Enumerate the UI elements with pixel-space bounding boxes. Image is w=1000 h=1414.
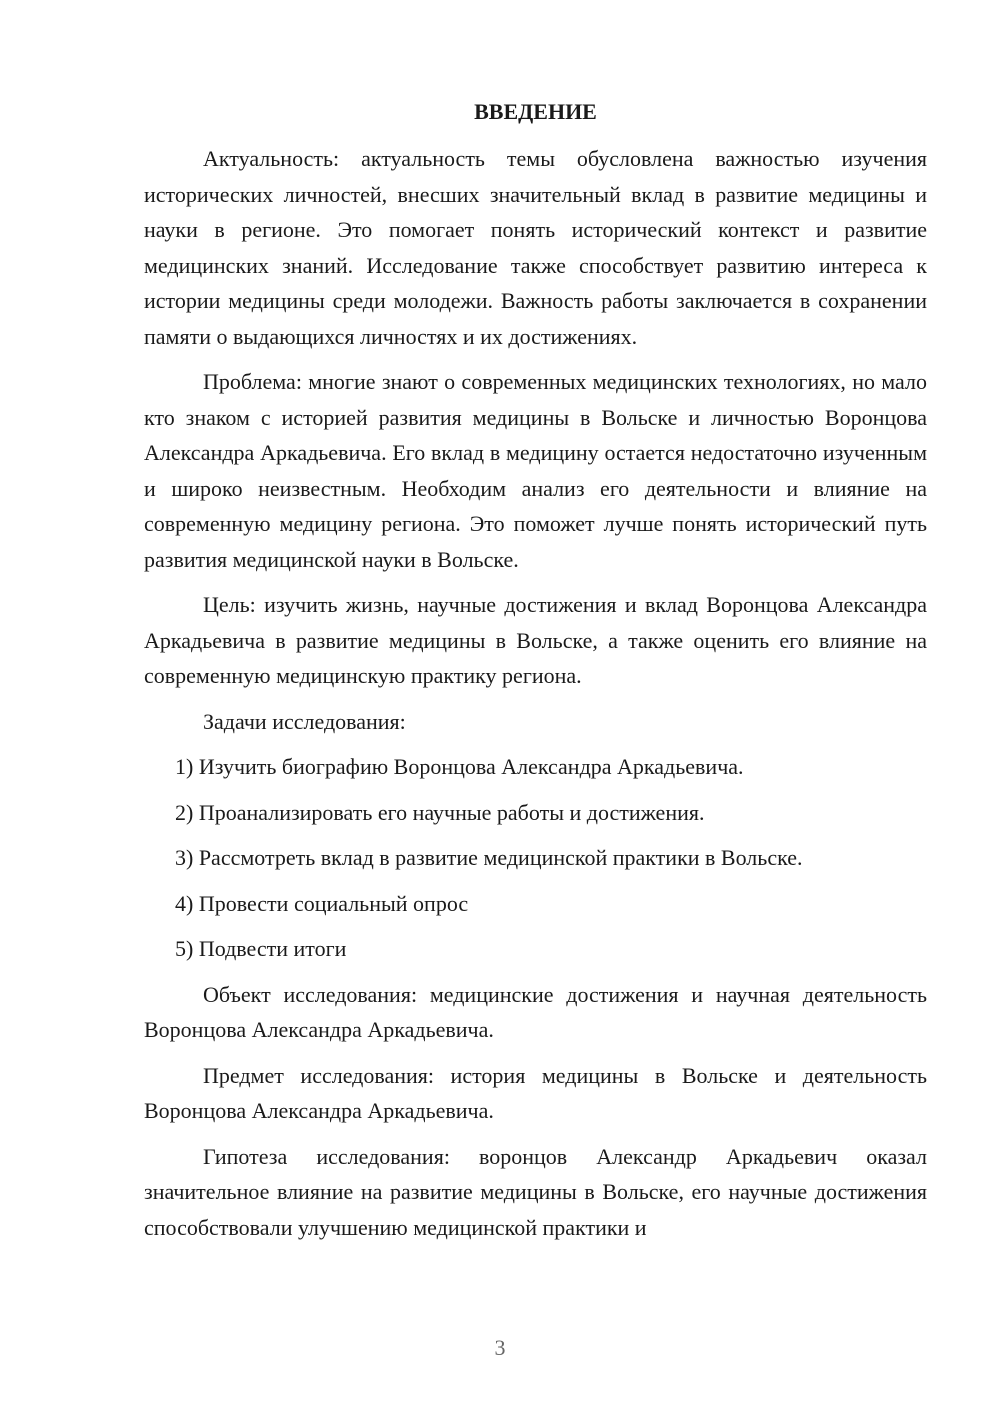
paragraph-subject: Предмет исследования: история медицины в Вольске и деятельность Воронцова Александра Аркадьевича.	[144, 1062, 927, 1123]
tasks-title: Задачи исследования:	[203, 708, 406, 734]
page-number: 3	[494, 1335, 506, 1360]
section-heading: ВВЕДЕНИЕ	[474, 99, 597, 124]
page-content	[144, 94, 927, 1245]
tasks-list	[144, 749, 927, 967]
paragraph-relevance: Актуальность: актуальность темы обусловлена важностью изучения исторических личностей, внесших значительный вклад в развитие медицины и науки в регионе. Это помогает понять исторический контекст и развитие медицинских знаний. Исследование также способствует развитию интереса к истории медицины среди молодежи. Важность работы заключается в сохранении памяти о выдающихся личностях и их достижениях.	[144, 146, 927, 349]
list-item: 3) Рассмотреть вклад в развитие медицинской практики в Вольске.	[175, 845, 803, 870]
paragraph-hypothesis: Гипотеза исследования: воронцов Александр Аркадьевич оказал значительное влияние на развитие медицины в Вольске, его научные достижения способствовали улучшению медицинской практики и	[144, 1143, 927, 1240]
paragraph-object: Объект исследования: медицинские достижения и научная деятельность Воронцова Александра Аркадьевича.	[144, 981, 927, 1042]
paragraph-problem: Проблема: многие знают о современных медицинских технологиях, но мало кто знаком с историей развития медицины в Вольске и личностью Воронцова Александра Аркадьевича. Его вклад в медицину остается недостаточно изученным и широко неизвестным. Необходим анализ его деятельности и влияние на современную медицину региона. Это поможет лучше понять исторический путь развития медицинской науки в Вольске.	[144, 369, 927, 572]
list-item: 5) Подвести итоги	[175, 936, 347, 961]
paragraph-goal: Цель: изучить жизнь, научные достижения и вклад Воронцова Александра Аркадьевича в развитие медицины в Вольске, а также оценить его влияние на современную медицинскую практику региона.	[144, 592, 927, 688]
list-item: 2) Проанализировать его научные работы и достижения.	[175, 799, 705, 825]
list-item: 1) Изучить биографию Воронцова Александра Аркадьевича.	[175, 754, 744, 779]
list-item: 4) Провести социальный опрос	[175, 890, 469, 916]
